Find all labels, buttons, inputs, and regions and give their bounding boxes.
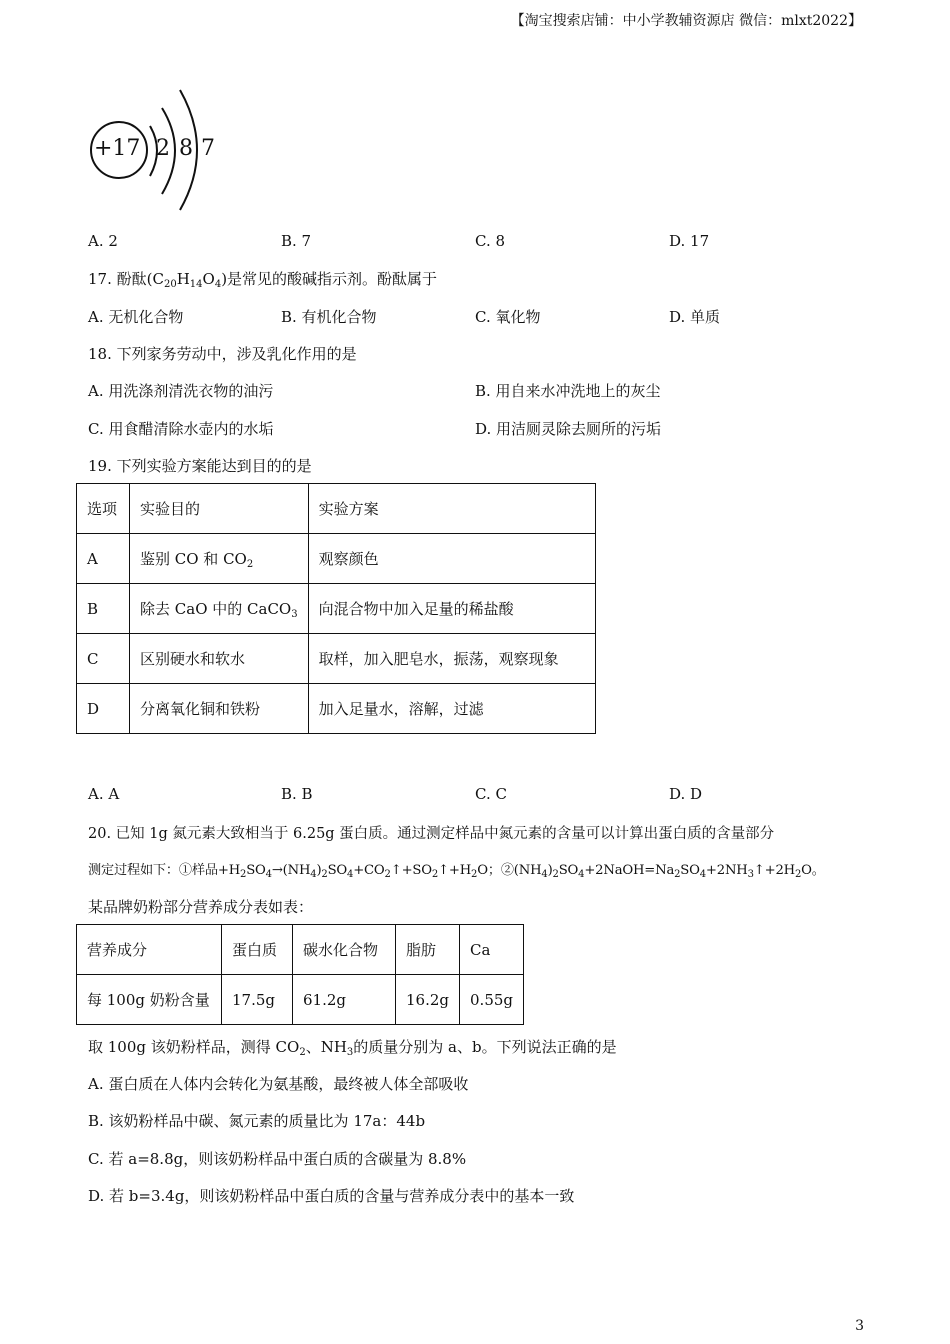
table-header-cell: 营养成分: [77, 925, 222, 975]
q20-nutrition-table: [76, 924, 524, 1025]
q18-option-c: C. 用食醋清除水壶内的水垢: [88, 420, 274, 438]
table-header-row: [77, 484, 596, 534]
q20-stem-line4: 取 100g 该奶粉样品，测得 $CO_2$、$NH_3$的质量分别为 a、b。下列说法正确的是: [88, 1038, 617, 1058]
table-header-row: [77, 925, 524, 975]
shell-electrons-3: 7: [201, 136, 215, 161]
q18-option-a: A. 用洗涤剂清洗衣物的油污: [88, 382, 274, 400]
table-row: [77, 975, 524, 1025]
q20-stem-line3: 某品牌奶粉部分营养成分表如表：: [88, 898, 314, 916]
table-cell: 加入足量水，溶解，过滤: [308, 684, 595, 734]
shell-electrons-2: 8: [179, 136, 193, 161]
table-cell: 17.5g: [222, 975, 293, 1025]
nucleus-charge: +17: [94, 136, 141, 161]
q20-stem-line2: 测定过程如下：①样品$+H_2SO_4\to(NH_4)_2SO_4+CO_2↑+SO_2↑+H_2O$；$②(NH_4)_2SO_4+2NaOH=Na_2SO_4+2NH_3↑+2H_2O$。: [88, 863, 825, 880]
q17-option-d: D. 单质: [669, 308, 721, 326]
q20-option-b: B. 该奶粉样品中碳、氮元素的质量比为 17a：44b: [88, 1112, 426, 1130]
table-row: [77, 584, 596, 634]
table-cell: A: [77, 534, 130, 584]
table-cell: 向混合物中加入足量的稀盐酸: [308, 584, 595, 634]
atom-structure-diagram: [84, 82, 224, 212]
table-cell: 鉴别 CO 和 $CO_2$: [130, 534, 309, 584]
q19-option-c: C. C: [475, 785, 507, 803]
table-cell: 16.2g: [396, 975, 460, 1025]
q20-option-a: A. 蛋白质在人体内会转化为氨基酸，最终被人体全部吸收: [88, 1075, 469, 1093]
q18-option-d: D. 用洁厕灵除去厕所的污垢: [475, 420, 662, 438]
table-cell: 61.2g: [293, 975, 396, 1025]
q20-stem-line1: 20. 已知 1g 氮元素大致相当于 6.25g 蛋白质。通过测定样品中氮元素的含量可以计算出蛋白质的含量部分: [88, 826, 775, 842]
q19-stem: 19. 下列实验方案能达到目的的是: [88, 457, 312, 475]
q16-option-b: B. 7: [281, 232, 312, 250]
q17-option-c: C. 氧化物: [475, 308, 541, 326]
table-header-cell: 选项: [77, 484, 130, 534]
table-cell: 0.55g: [460, 975, 524, 1025]
table-cell: D: [77, 684, 130, 734]
table-cell: 取样，加入肥皂水，振荡，观察现象: [308, 634, 595, 684]
table-header-cell: 实验方案: [308, 484, 595, 534]
table-header-cell: 实验目的: [130, 484, 309, 534]
table-cell: 观察颜色: [308, 534, 595, 584]
q17-stem: 17. 酚酞$(C_{20}H_{14}O_4)$是常见的酸碱指示剂。酚酞属于: [88, 270, 438, 290]
q16-option-d: D. 17: [669, 232, 710, 250]
q17-option-b: B. 有机化合物: [281, 308, 377, 326]
table-cell: 除去 CaO 中的 CaCO$_3$: [130, 584, 309, 634]
table-cell: 区别硬水和软水: [130, 634, 309, 684]
q20-option-d: D. 若 b=3.4g，则该奶粉样品中蛋白质的含量与营养成分表中的基本一致: [88, 1187, 575, 1205]
table-row: [77, 634, 596, 684]
table-header-cell: 脂肪: [396, 925, 460, 975]
table-header-cell: 碳水化合物: [293, 925, 396, 975]
q18-stem: 18. 下列家务劳动中，涉及乳化作用的是: [88, 345, 357, 363]
q19-option-b: B. B: [281, 785, 313, 803]
q16-option-a: A. 2: [88, 232, 118, 250]
table-header-cell: Ca: [460, 925, 524, 975]
table-cell: 分离氧化铜和铁粉: [130, 684, 309, 734]
q20-option-c: C. 若 a=8.8g，则该奶粉样品中蛋白质的含碳量为 8.8%: [88, 1150, 467, 1168]
table-cell: B: [77, 584, 130, 634]
q19-option-a: A. A: [88, 785, 120, 803]
q19-table: [76, 483, 596, 734]
table-row: [77, 684, 596, 734]
q19-option-d: D. D: [669, 785, 703, 803]
q16-option-c: C. 8: [475, 232, 506, 250]
shell-electrons-1: 2: [156, 136, 170, 161]
table-cell: C: [77, 634, 130, 684]
q17-option-a: A. 无机化合物: [88, 308, 184, 326]
table-row: [77, 534, 596, 584]
q18-option-b: B. 用自来水冲洗地上的灰尘: [475, 382, 661, 400]
page-header: 【淘宝搜索店铺：中小学教辅资源店 微信：mlxt2022】: [510, 13, 862, 29]
page-number: 3: [855, 1318, 864, 1334]
table-cell: 每 100g 奶粉含量: [77, 975, 222, 1025]
table-header-cell: 蛋白质: [222, 925, 293, 975]
